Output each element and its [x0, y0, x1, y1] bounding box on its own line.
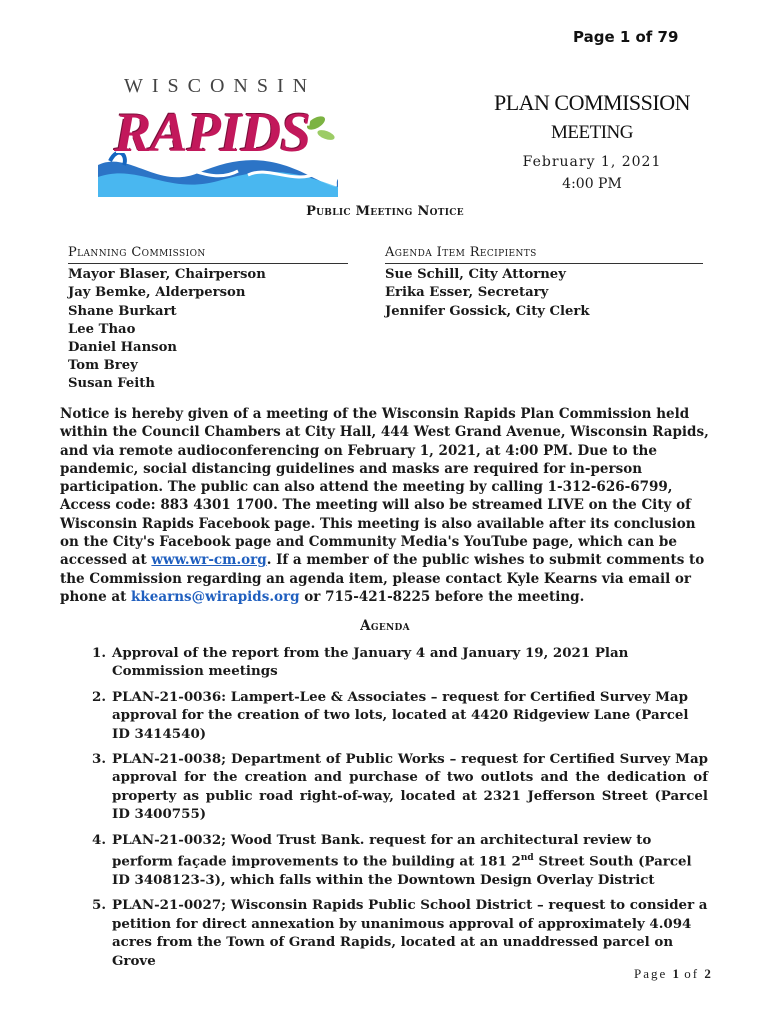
email-link[interactable]: kkearns@wirapids.org	[131, 588, 300, 605]
agenda-item	[80, 831, 708, 890]
agenda-item-number: 3.	[92, 751, 106, 768]
agenda-item-number: 5.	[92, 897, 106, 914]
meeting-header	[470, 90, 714, 192]
recipient: Sue Schill, City Attorney	[385, 267, 566, 283]
commission-member: Lee Thao	[68, 321, 136, 337]
agenda-list	[80, 644, 708, 977]
notice-text: . If a member of the public wishes to submit comments to the Commission regarding an agenda item, please contact Kyle Kearns via email or phone at	[60, 552, 705, 605]
recipient: Erika Esser, Secretary	[385, 285, 549, 301]
page-footer	[634, 966, 711, 982]
agenda-item	[80, 896, 708, 970]
agenda-item-text	[106, 831, 708, 890]
agenda-text-part: PLAN-21-0032; Wood Trust Bank. request for an architectural review to perform façade improvements to the building at 181 2	[112, 831, 652, 870]
agenda-text-part: Street South (Parcel ID 3408123-3), which falls within the Downtown Design Overlay District	[112, 853, 692, 888]
meeting-date: February 1, 2021	[522, 154, 662, 170]
planning-commission-heading: Planning Commission	[68, 244, 348, 264]
planning-commission-list	[68, 244, 348, 394]
agenda-recipients-heading: Agenda Item Recipients	[385, 244, 703, 264]
ordinal-suffix: nd	[520, 853, 534, 864]
notice-paragraph	[60, 405, 710, 606]
wisconsin-rapids-logo	[98, 75, 338, 197]
commission-member: Susan Feith	[68, 376, 155, 392]
footer-total-pages: 2	[704, 966, 711, 981]
footer-current-page: 1	[672, 966, 680, 981]
commission-member: Tom Brey	[68, 358, 138, 374]
meeting-time: 4:00 PM	[562, 176, 622, 192]
notice-text: or 715-421-8225 before the meeting.	[299, 588, 585, 605]
meeting-title-line1: PLAN COMMISSION	[493, 90, 691, 115]
commission-member: Shane Burkart	[68, 303, 177, 319]
notice-text: Notice is hereby given of a meeting of the Wisconsin Rapids Plan Commission held within the Council Chambers at City Hall, 444 West Grand Avenue, Wisconsin Rapids, and via remote audioconferencing on February 1, 2021, at 4:00 PM. Due to the pandemic, social distancing guidelines and masks are required for in-person participation. The public can also attend the meeting by calling 1-312-626-6799, Access code: 883 4301 1700. The meeting will also be streamed LIVE on the City of Wisconsin Rapids Facebook page. This meeting is also available after its conclusion on the City's Facebook page and Community Media's YouTube page, which can be accessed at	[60, 406, 709, 569]
agenda-item-text: PLAN-21-0036: Lampert-Lee & Associates – request for Certified Survey Map approval for the creation of two lots, located at 4420 Ridgeview Lane (Parcel ID 3414540)	[112, 688, 689, 742]
notice-title: Public Meeting Notice	[306, 204, 464, 219]
meeting-title-line2: MEETING	[551, 122, 633, 143]
commission-member: Mayor Blaser, Chairperson	[68, 267, 266, 283]
page-counter: Page 1 of 79	[573, 28, 679, 46]
footer-separator: of	[679, 966, 705, 981]
agenda-item	[80, 750, 708, 824]
logo-top-text: WISCONSIN	[123, 75, 317, 97]
agenda-item-number: 1.	[92, 645, 106, 661]
agenda-item	[80, 688, 708, 743]
agenda-item	[80, 644, 708, 681]
agenda-recipients-list	[385, 244, 703, 321]
commission-member: Jay Bemke, Alderperson	[68, 285, 246, 301]
logo-word: RAPIDS	[114, 102, 311, 164]
agenda-item-number: 4.	[92, 831, 106, 848]
agenda-item-number: 2.	[92, 688, 106, 705]
commission-member: Daniel Hanson	[68, 340, 177, 356]
recipient: Jennifer Gossick, City Clerk	[385, 303, 590, 319]
website-link[interactable]: www.wr-cm.org	[151, 552, 267, 569]
agenda-item-text: PLAN-21-0027; Wisconsin Rapids Public School District – request to consider a petition for direct annexation by unanimous approval of approximately 4.094 acres from the Town of Grand Rapids, located at an unaddressed parcel on Grove	[112, 897, 708, 969]
agenda-item-text: PLAN-21-0038; Department of Public Works – request for Certified Survey Map approval for the creation and purchase of two outlots and the dedication of property as public road right-of-way, located at 2321 Jefferson Street (Parcel ID 3400755)	[112, 751, 708, 823]
agenda-title: Agenda	[360, 618, 410, 634]
footer-label: Page	[634, 966, 673, 981]
agenda-item-text: Approval of the report from the January 4 and January 19, 2021 Plan Commission meetings	[112, 645, 629, 680]
